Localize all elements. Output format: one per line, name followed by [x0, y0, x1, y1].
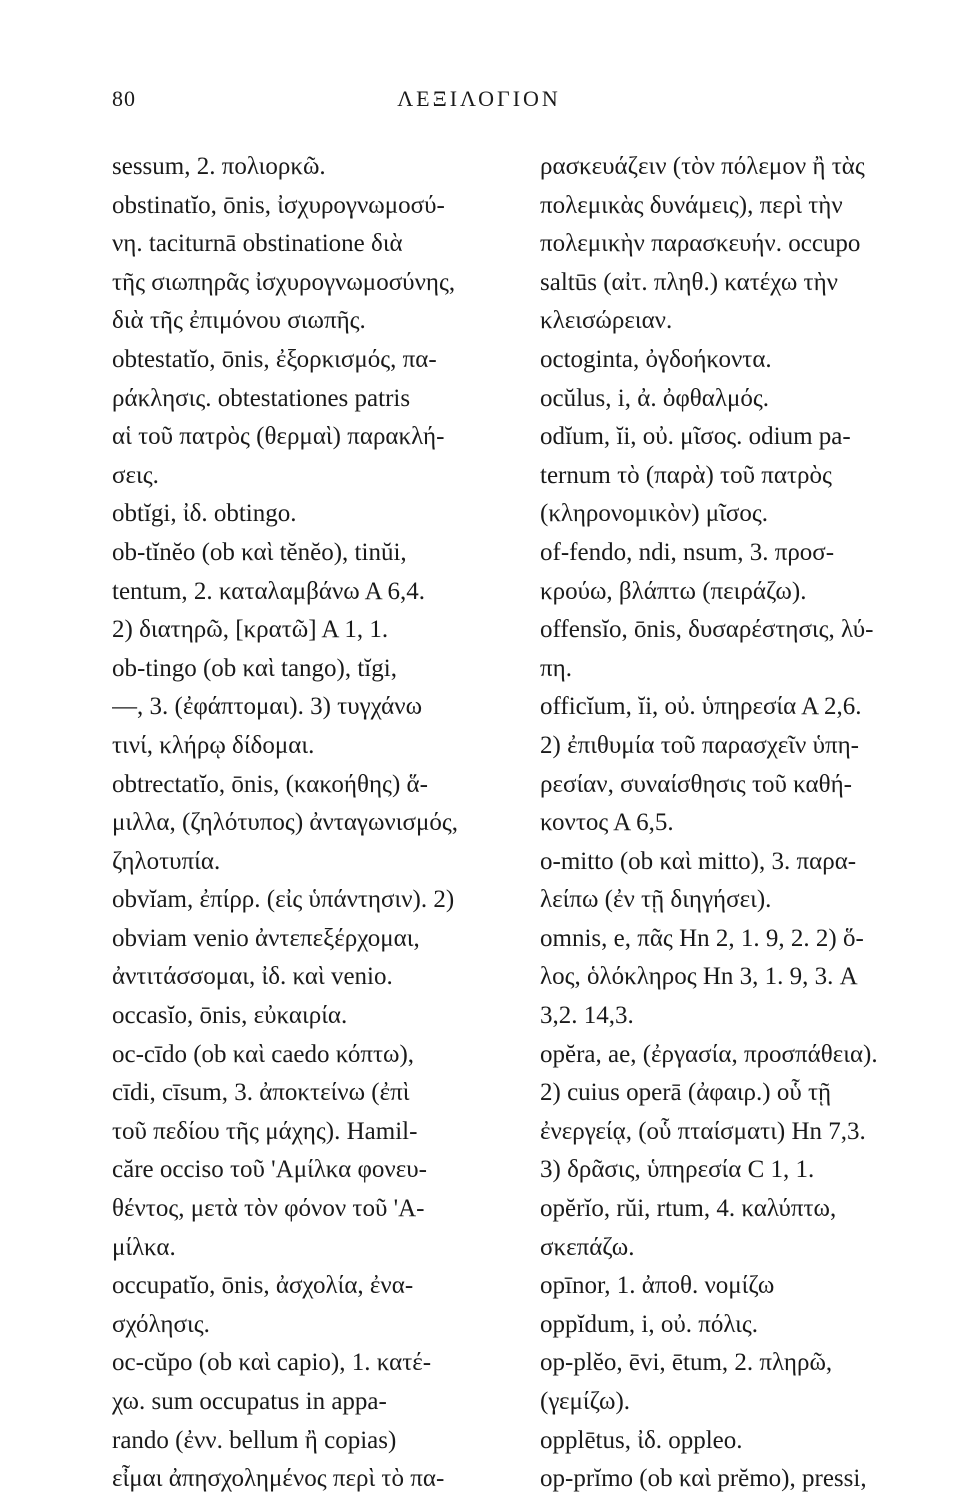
- dictionary-line: ob-tingo (ob καὶ tango), tĭgi,: [112, 654, 397, 682]
- dictionary-line: op-prĭmo (ob καὶ prĕmo), pressi,: [540, 1465, 867, 1493]
- dictionary-line: offensĭo, ōnis, δυσαρέστησις, λύ-: [540, 616, 874, 644]
- dictionary-line: rando (ἐνν. bellum ἢ copias): [112, 1426, 397, 1454]
- dictionary-line: ρασκευάζειν (τὸν πόλεμον ἢ τὰς: [540, 153, 865, 180]
- dictionary-line: saltūs (αἰτ. πληθ.) κατέχω τὴν: [540, 268, 838, 296]
- dictionary-line: (γεμίζω).: [540, 1388, 631, 1415]
- left-column: [112, 148, 512, 1499]
- dictionary-line: λείπω (ἐν τῇ διηγήσει).: [540, 886, 772, 914]
- dictionary-line: ternum τὸ (παρὰ) τοῦ πατρὸς: [540, 461, 832, 489]
- dictionary-line: obtĭgi, ἰδ. obtingo.: [112, 500, 297, 528]
- dictionary-line: διὰ τῆς ἐπιμόνου σιωπῆς.: [112, 307, 366, 335]
- dictionary-line: tentum, 2. καταλαμβάνω Α 6,4.: [112, 577, 426, 605]
- dictionary-line: sessum, 2. πολιορκῶ.: [112, 153, 326, 180]
- dictionary-line: κρούω, βλάπτω (πειράζω).: [540, 577, 807, 605]
- dictionary-line: oc-cŭpo (ob καὶ capio), 1. κατέ-: [112, 1349, 432, 1377]
- dictionary-line: σκεπάζω.: [540, 1233, 635, 1261]
- dictionary-line: obtestatĭo, ōnis, ἐξορκισμός, πα-: [112, 345, 437, 373]
- dictionary-line: —, 3. (ἐφάπτομαι). 3) τυγχάνω: [112, 693, 423, 721]
- page-header: [0, 86, 958, 116]
- dictionary-line: obvĭam, ἐπίρρ. (εἰς ὑπάντησιν). 2): [112, 886, 455, 914]
- dictionary-line: 3,2. 14,3.: [540, 1002, 634, 1030]
- dictionary-line: ζηλοτυπία.: [112, 847, 221, 875]
- dictionary-line: λος, ὁλόκληρος Hn 3, 1. 9, 3. Α: [540, 963, 858, 991]
- dictionary-line: cīdi, cīsum, 3. ἀποκτείνω (ἐπὶ: [112, 1079, 410, 1107]
- dictionary-line: ἐνεργείᾳ, (οὗ πταίσματι) Hn 7,3.: [540, 1117, 866, 1145]
- dictionary-line: πη.: [540, 654, 572, 682]
- dictionary-line: κοντος Α 6,5.: [540, 809, 674, 837]
- dictionary-line: πολεμικὰς δυνάμεις), περὶ τὴν: [540, 191, 843, 219]
- dictionary-line: (κληρονομικὸν) μῖσος.: [540, 500, 769, 528]
- dictionary-line: 2) ἐπιθυμία τοῦ παρασχεῖν ὑπη-: [540, 731, 859, 759]
- dictionary-line: oc-cīdo (ob καὶ caedo κόπτω),: [112, 1040, 415, 1068]
- dictionary-line: of-fendo, ndi, nsum, 3. προσ-: [540, 538, 835, 566]
- dictionary-line: αἱ τοῦ πατρὸς (θερμαὶ) παρακλή-: [112, 423, 445, 451]
- dictionary-line: obstinatĭo, ōnis, ἰσχυρογνωμοσύ-: [112, 191, 445, 219]
- dictionary-line: ρεσίαν, συναίσθησις τοῦ καθή-: [540, 770, 852, 798]
- dictionary-line: opīnor, 1. ἀποθ. νομίζω: [540, 1272, 775, 1300]
- dictionary-line: obviam venio ἀντεπεξέρχομαι,: [112, 924, 420, 952]
- dictionary-line: 2) cuius operā (ἀφαιρ.) οὗ τῇ: [540, 1079, 832, 1107]
- dictionary-line: o-mitto (ob καὶ mitto), 3. παρα-: [540, 847, 857, 875]
- dictionary-line: oppĭdum, i, οὐ. πόλις.: [540, 1310, 759, 1338]
- running-title: ΛΕΞΙΛΟΓΙΟΝ: [397, 86, 561, 111]
- dictionary-line: opĕra, ae, (ἐργασία, προσπάθεια).: [540, 1040, 878, 1068]
- dictionary-line: obtrectatĭo, ōnis, (κακοήθης) ἅ-: [112, 770, 428, 798]
- dictionary-line: 3) δρᾶσις, ὑπηρεσία C 1, 1.: [540, 1156, 815, 1184]
- dictionary-line: σχόλησις.: [112, 1310, 210, 1338]
- dictionary-line: μίλκα.: [112, 1233, 176, 1261]
- dictionary-line: occasĭo, ōnis, εὐκαιρία.: [112, 1002, 348, 1030]
- dictionary-line: ocŭlus, i, ἀ. ὀφθαλμός.: [540, 384, 769, 412]
- dictionary-line: opplētus, ἰδ. oppleo.: [540, 1426, 743, 1454]
- dictionary-line: σεις.: [112, 461, 159, 489]
- dictionary-line: μιλλα, (ζηλότυπος) ἀνταγωνισμός,: [112, 809, 458, 837]
- right-column: [540, 148, 938, 1499]
- dictionary-line: 2) διατηρῶ, [κρατῶ] Α 1, 1.: [112, 616, 389, 644]
- dictionary-line: τῆς σιωπηρᾶς ἰσχυρογνωμοσύνης,: [112, 268, 456, 296]
- dictionary-line: occupatĭo, ōnis, ἀσχολία, ἐνα-: [112, 1272, 414, 1300]
- dictionary-line: căre occiso τοῦ 'Αμίλκα φονευ-: [112, 1156, 427, 1184]
- dictionary-line: χω. sum occupatus in appa-: [112, 1388, 387, 1415]
- dictionary-line: officĭum, ĭi, οὐ. ὑπηρεσία Α 2,6.: [540, 693, 862, 721]
- dictionary-line: κλεισώρειαν.: [540, 307, 673, 335]
- dictionary-line: τοῦ πεδίου τῆς μάχης). Hamil-: [112, 1117, 418, 1145]
- dictionary-line: εἶμαι ἀπησχολημένος περὶ τὸ πα-: [112, 1465, 445, 1493]
- dictionary-line: opĕrĭo, rŭi, rtum, 4. καλύπτω,: [540, 1195, 837, 1223]
- dictionary-line: odĭum, ĭi, οὐ. μῖσος. odium pa-: [540, 423, 851, 451]
- dictionary-line: θέντος, μετὰ τὸν φόνον τοῦ 'Α-: [112, 1195, 425, 1223]
- dictionary-line: νη. taciturnā obstinatione διὰ: [112, 230, 403, 258]
- page-number: 80: [112, 86, 136, 111]
- dictionary-line: ob-tĭnĕo (ob καὶ tĕnĕo), tinŭi,: [112, 538, 407, 566]
- dictionary-line: τινί, κλήρῳ δίδομαι.: [112, 731, 315, 759]
- dictionary-line: octoginta, ὀγδοήκοντα.: [540, 345, 772, 373]
- dictionary-line: omnis, e, πᾶς Hn 2, 1. 9, 2. 2) ὅ-: [540, 924, 864, 952]
- dictionary-line: πολεμικὴν παρασκευήν. occupo: [540, 230, 861, 258]
- dictionary-line: ράκλησις. obtestationes patris: [112, 384, 411, 412]
- dictionary-line: ἀντιτάσσομαι, ἰδ. καὶ venio.: [112, 963, 393, 991]
- dictionary-line: op-plĕo, ēvi, ētum, 2. πληρῶ,: [540, 1349, 833, 1377]
